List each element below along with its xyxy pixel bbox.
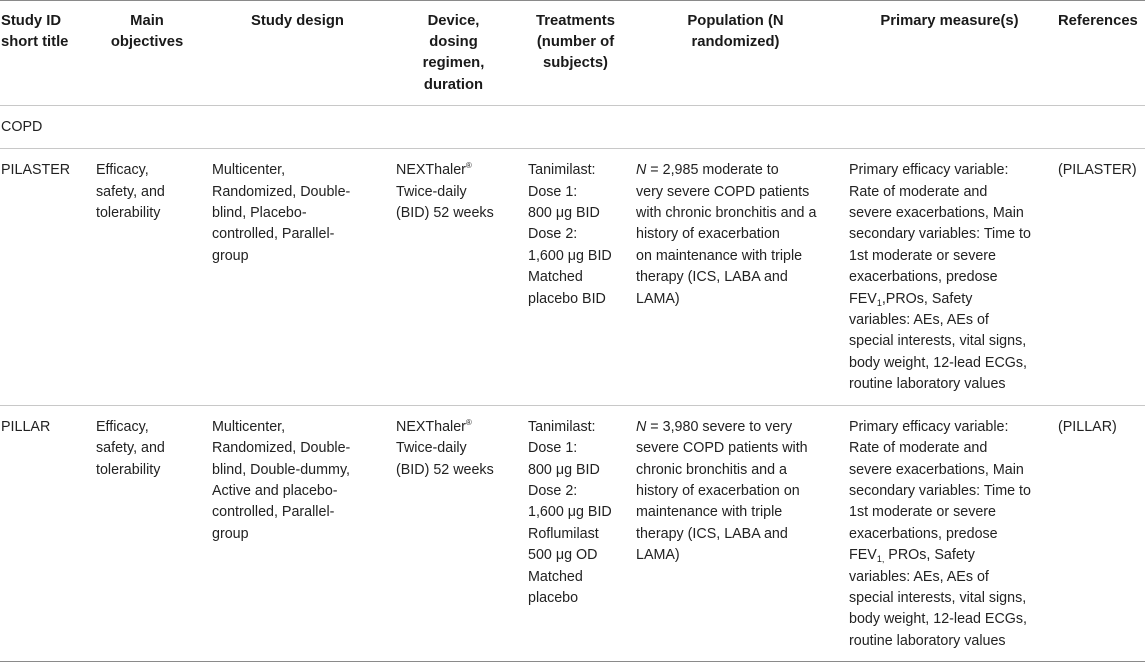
measure-subscript: 1 (876, 297, 882, 308)
cell-device (383, 149, 511, 405)
column-header-references: References (1058, 13, 1138, 29)
cell-treatments: Tanimilast: Dose 1: 800 μg BID Dose 2: 1,600 μg BID Roflumilast 500 μg OD Matched placebo (528, 418, 612, 606)
column-header-population: Population (N randomized) (687, 13, 784, 51)
device-regimen: Twice-daily (BID) 52 weeks (396, 183, 494, 222)
registered-mark: ® (465, 161, 472, 171)
measure-text-a: Primary efficacy variable: Rate of moderate and severe exacerbations, Main secondary variables: Time to 1st moderate or severe exacerbations, predose FEV (849, 162, 1031, 307)
column-header-primary-measures: Primary measure(s) (880, 13, 1019, 29)
column-header-study-id: Study ID short title (1, 13, 69, 51)
table-row (0, 405, 1145, 661)
cell-design: Multicenter, Randomized, Double- blind, Double-dummy, Active and placebo- controlled, Parallel- group (212, 418, 351, 542)
cell-reference: (PILLAR) (1058, 418, 1117, 435)
measure-text-b: ,PROs, Safety variables: AEs, AEs of special interests, vital signs, body weight, 12-lead ECGs, routine laboratory values (849, 290, 1028, 393)
population-n: N (636, 162, 647, 179)
table-row (0, 149, 1145, 405)
cell-reference: (PILASTER) (1058, 162, 1137, 179)
measure-text-a: Primary efficacy variable: Rate of moderate and severe exacerbations, Main secondary variables: Time to 1st moderate or severe exacerbations, predose FEV (849, 418, 1031, 564)
cell-primary-measures (835, 149, 1050, 405)
section-row (0, 105, 1145, 148)
device-name: NEXThaler (396, 162, 466, 179)
column-header-main-objectives: Main objectives (110, 13, 184, 51)
device-name: NEXThaler (396, 418, 466, 435)
column-header-study-design: Study design (251, 13, 344, 29)
cell-population (623, 405, 835, 661)
measure-subscript: 1, (876, 554, 885, 565)
cell-device (383, 405, 511, 661)
device-regimen: Twice-daily (BID) 52 weeks (396, 440, 494, 478)
cell-primary-measures (835, 405, 1050, 661)
column-header-device: Device, dosing regimen, duration (422, 13, 485, 93)
cell-population (623, 149, 835, 405)
cell-objectives: Efficacy, safety, and tolerability (96, 162, 165, 222)
population-text: = 3,980 severe to very severe COPD patients with chronic bronchitis and a history of exacerbation on maintenance with triple therapy (ICS, LABA and LAMA) (636, 418, 808, 564)
cell-objectives: Efficacy, safety, and tolerability (96, 418, 165, 478)
registered-mark: ® (465, 417, 472, 427)
population-text: = 2,985 moderate to very severe COPD patients with chronic bronchitis and a history of exacerbation on maintenance with triple therapy (ICS, LABA and LAMA) (636, 162, 817, 307)
cell-study-id: PILLAR (1, 418, 51, 435)
cell-design: Multicenter, Randomized, Double- blind, Placebo- controlled, Parallel- group (212, 162, 351, 264)
table-header-row (0, 1, 1145, 106)
column-header-treatments: Treatments (number of subjects) (536, 13, 615, 72)
section-label: COPD (1, 118, 43, 135)
measure-text-b: PROs, Safety variables: AEs, AEs of special interests, vital signs, body weight, 12-lead ECGs, routine laboratory values (849, 547, 1028, 649)
cell-study-id: PILASTER (1, 162, 71, 179)
cell-treatments: Tanimilast: Dose 1: 800 μg BID Dose 2: 1,600 μg BID Matched placebo BID (528, 162, 612, 307)
population-n: N (636, 418, 647, 435)
